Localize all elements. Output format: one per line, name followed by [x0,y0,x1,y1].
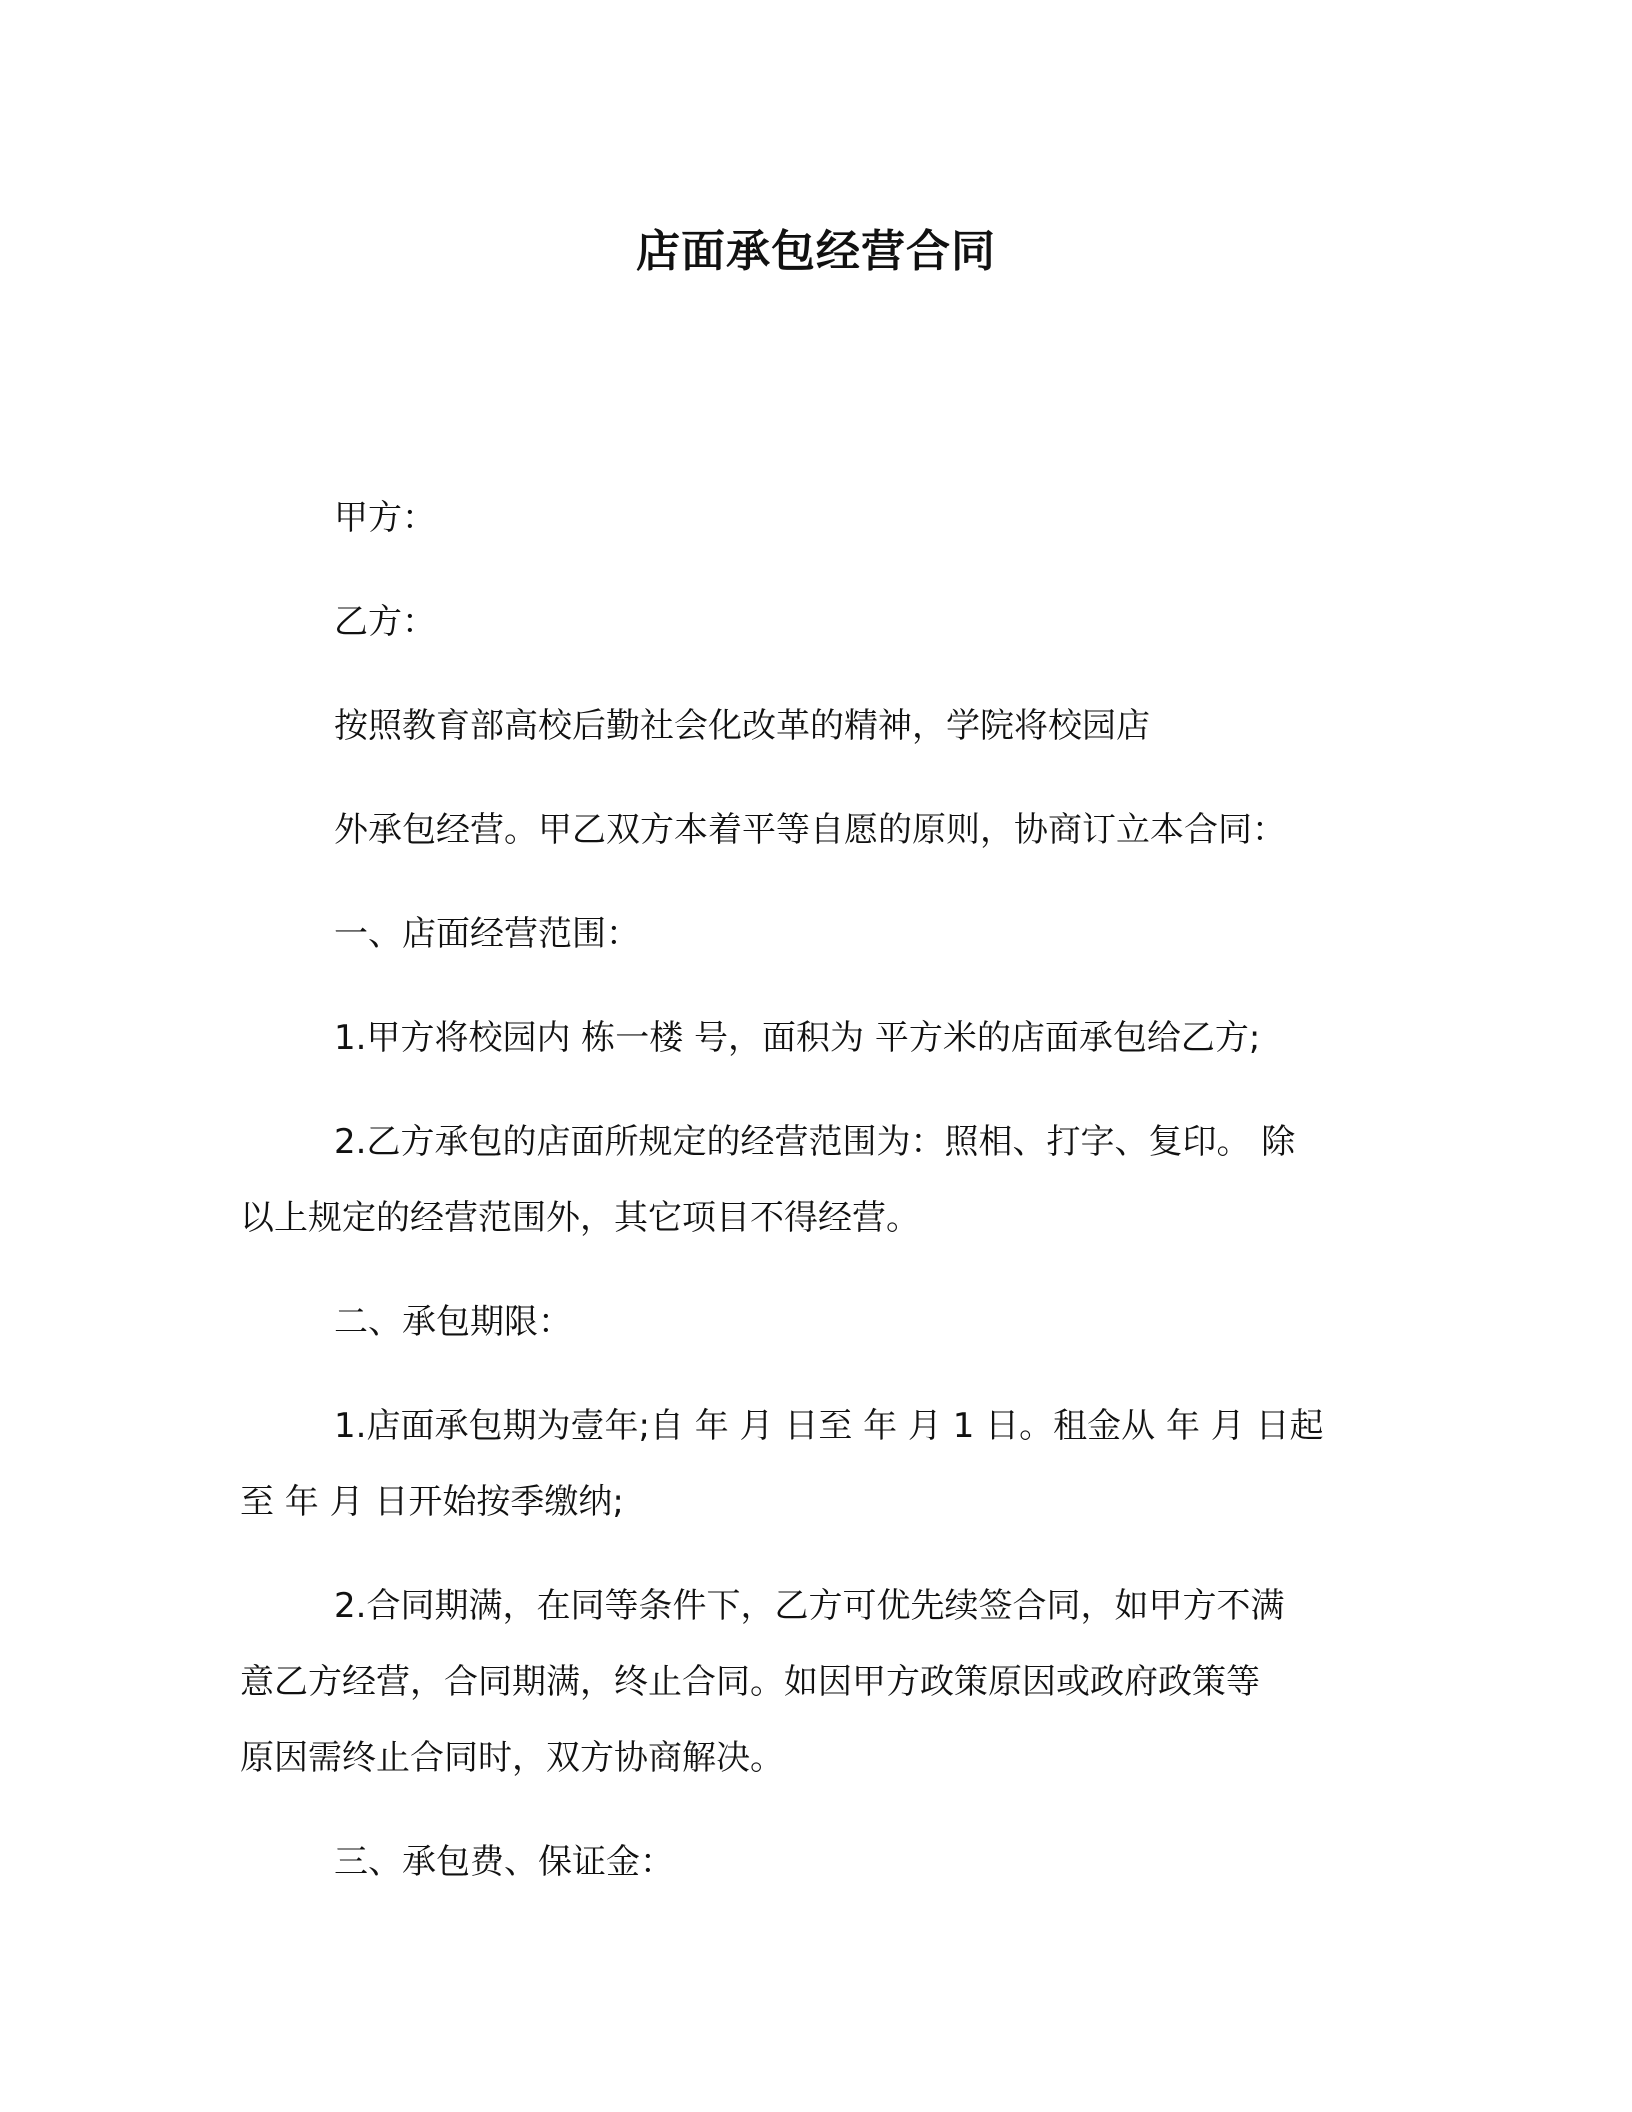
section-1-clause-1: 1.甲方将校园内 栋一楼 号，面积为 平方米的店面承包给乙方; [334,1018,1261,1058]
party-a-line: 甲方： [334,498,436,538]
section-1-clause-2-line-2: 以上规定的经营范围外，其它项目不得经营。 [240,1198,920,1238]
section-2-clause-1-line-2: 至 年 月 日开始按季缴纳; [240,1482,624,1522]
section-3-heading: 三、承包费、保证金： [334,1842,674,1882]
section-2-clause-2-line-3: 原因需终止合同时，双方协商解决。 [240,1738,784,1778]
document-title: 店面承包经营合同 [636,226,996,277]
section-2-clause-1-line-1: 1.店面承包期为壹年;自 年 月 日至 年 月 1 日。租金从 年 月 日起 [334,1406,1324,1446]
preamble-line-1: 按照教育部高校后勤社会化改革的精神，学院将校园店 [334,706,1150,746]
section-1-heading: 一、店面经营范围： [334,914,640,954]
section-1-clause-2-line-1: 2.乙方承包的店面所规定的经营范围为：照相、打字、复印。 除 [334,1122,1296,1162]
section-2-clause-2-line-2: 意乙方经营，合同期满，终止合同。如因甲方政策原因或政府政策等 [240,1662,1260,1702]
section-2-clause-2-line-1: 2.合同期满，在同等条件下，乙方可优先续签合同，如甲方不满 [334,1586,1285,1626]
section-2-heading: 二、承包期限： [334,1302,572,1342]
preamble-line-2: 外承包经营。甲乙双方本着平等自愿的原则，协商订立本合同： [334,810,1286,850]
party-b-line: 乙方： [334,602,436,642]
